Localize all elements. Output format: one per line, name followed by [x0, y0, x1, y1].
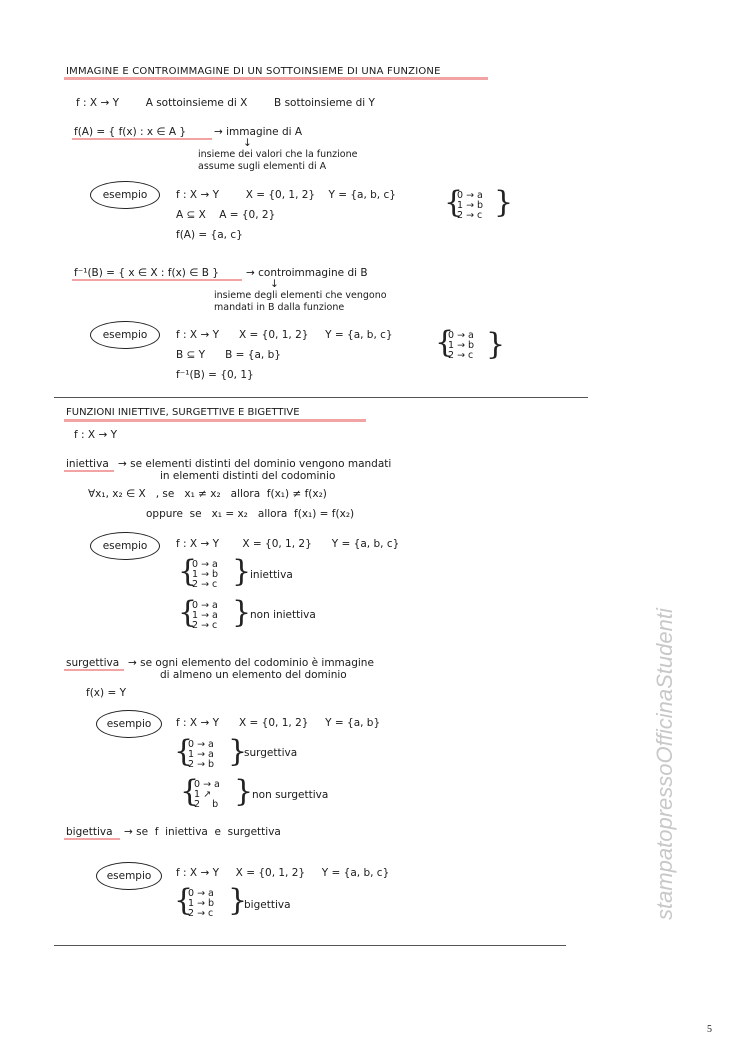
example1-line2: A ⊆ X A = {0, 2}	[176, 209, 276, 221]
bij-highlight	[64, 838, 120, 840]
iniettiva-word: iniettiva	[66, 458, 109, 470]
preimage-definition: f⁻¹(B) = { x ∈ X : f(x) ∈ B }	[74, 267, 219, 279]
image-label: → immagine di A	[214, 126, 303, 138]
bigettiva-word: bigettiva	[66, 826, 113, 838]
down-arrow: ↓	[243, 137, 252, 149]
surj-formula: f(x) = Y	[86, 687, 126, 699]
inj-def-2: in elementi distinti del codominio	[160, 470, 336, 482]
title2-highlight	[64, 419, 366, 422]
example4-mapping-2: 0 → a 1 ↗ 2 b	[194, 779, 220, 810]
surgettiva-word: surgettiva	[66, 657, 120, 669]
brace-left-3a: {	[178, 554, 198, 589]
brace-left-4b: {	[180, 774, 200, 809]
example1-mapping: 0 → a 1 → b 2 → c	[457, 190, 484, 221]
example3-mapping-2: 0 → a 1 → a 2 → c	[192, 600, 218, 631]
image-def-highlight	[72, 138, 212, 140]
bij-def: → se f iniettiva e surgettiva	[124, 826, 281, 838]
brace-right-1: }	[494, 185, 514, 220]
section-divider-2	[54, 945, 566, 946]
title-highlight	[64, 77, 488, 80]
surj-def-2: di almeno un elemento del dominio	[160, 669, 347, 681]
line-sets: f : X → Y A sottoinsieme di X B sottoinsieme di Y	[76, 97, 375, 109]
brace-right-4a: }	[228, 734, 248, 769]
esempio-oval-4: esempio	[96, 710, 162, 738]
brace-right-4b: }	[234, 774, 254, 809]
example3-line1: f : X → Y X = {0, 1, 2} Y = {a, b, c}	[176, 538, 400, 550]
inj-def-1: → se elementi distinti del dominio vengono mandati	[118, 458, 392, 470]
preimage-label: → controimmagine di B	[246, 267, 368, 279]
example5-result: bigettiva	[244, 899, 291, 911]
brace-left-2: {	[435, 325, 455, 360]
example2-line1: f : X → Y X = {0, 1, 2} Y = {a, b, c}	[176, 329, 393, 341]
watermark: stampatopressoOfficinaStudenti	[652, 608, 677, 920]
image-definition: f(A) = { f(x) : x ∈ A }	[74, 126, 187, 138]
brace-left-4a: {	[174, 734, 194, 769]
example1-line1: f : X → Y X = {0, 1, 2} Y = {a, b, c}	[176, 189, 396, 201]
preimage-note-2: mandati in B dalla funzione	[214, 302, 345, 313]
example5-line1: f : X → Y X = {0, 1, 2} Y = {a, b, c}	[176, 867, 390, 879]
down-arrow-2: ↓	[270, 278, 279, 290]
inj-formula-2: oppure se x₁ = x₂ allora f(x₁) = f(x₂)	[146, 508, 355, 520]
brace-right-5: }	[228, 883, 248, 918]
esempio-oval-3: esempio	[90, 532, 160, 560]
brace-left-1: {	[444, 185, 464, 220]
esempio-oval-5: esempio	[96, 862, 162, 890]
page-number: 5	[707, 1024, 712, 1035]
example3-result-2: non iniettiva	[250, 609, 316, 621]
example5-mapping: 0 → a 1 → b 2 → c	[188, 888, 215, 919]
inj-formula-1: ∀x₁, x₂ ∈ X , se x₁ ≠ x₂ allora f(x₁) ≠ f(x₂)	[88, 488, 327, 500]
brace-right-3a: }	[232, 554, 252, 589]
image-note-1: insieme dei valori che la funzione	[198, 149, 358, 160]
example4-line1: f : X → Y X = {0, 1, 2} Y = {a, b}	[176, 717, 381, 729]
brace-right-2: }	[486, 327, 506, 362]
example2-mapping: 0 → a 1 → b 2 → c	[448, 330, 475, 361]
section-title-immagine: IMMAGINE E CONTROIMMAGINE DI UN SOTTOINSIEME DI UNA FUNZIONE	[66, 66, 441, 77]
example4-mapping-1: 0 → a 1 → a 2 → b	[188, 739, 215, 770]
example1-line3: f(A) = {a, c}	[176, 229, 243, 241]
esempio-oval-1: esempio	[90, 181, 160, 209]
f-x-y: f : X → Y	[74, 429, 117, 441]
example4-result-1: surgettiva	[244, 747, 298, 759]
section-title-funzioni: FUNZIONI INIETTIVE, SURGETTIVE E BIGETTIVE	[66, 407, 300, 418]
esempio-oval-2: esempio	[90, 321, 160, 349]
image-note-2: assume sugli elementi di A	[198, 161, 327, 172]
example2-line2: B ⊆ Y B = {a, b}	[176, 349, 281, 361]
example4-result-2: non surgettiva	[252, 789, 329, 801]
example3-mapping-1: 0 → a 1 → b 2 → c	[192, 559, 219, 590]
example2-line3: f⁻¹(B) = {0, 1}	[176, 369, 254, 381]
example3-result-1: iniettiva	[250, 569, 293, 581]
brace-left-5: {	[174, 883, 194, 918]
brace-left-3b: {	[178, 595, 198, 630]
surj-highlight	[64, 669, 124, 671]
inj-highlight	[64, 470, 114, 472]
preimage-def-highlight	[72, 279, 242, 281]
surj-def-1: → se ogni elemento del codominio è immagine	[128, 657, 374, 669]
section-divider-1	[54, 397, 588, 398]
preimage-note-1: insieme degli elementi che vengono	[214, 290, 387, 301]
brace-right-3b: }	[232, 595, 252, 630]
